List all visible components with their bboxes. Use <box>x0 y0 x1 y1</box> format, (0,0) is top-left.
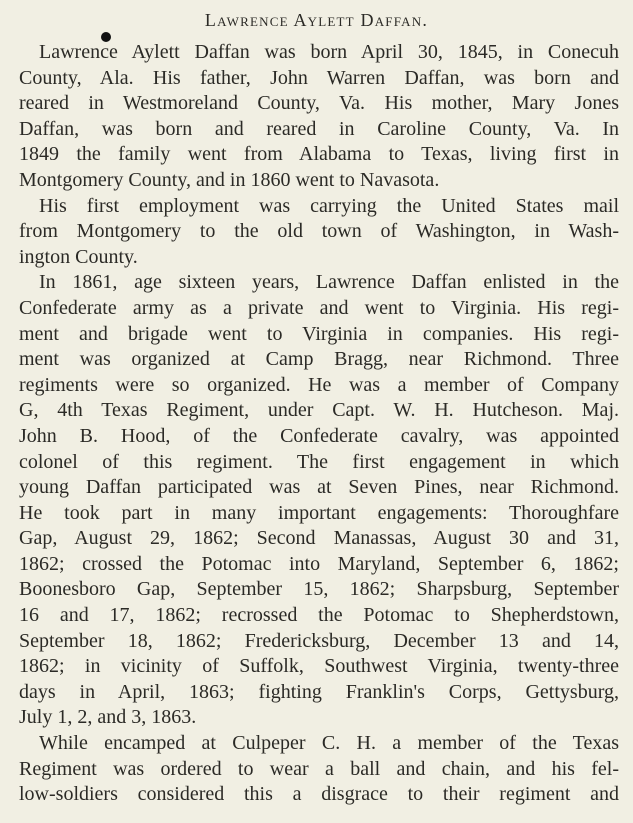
text-line: colonel of this regiment. The first engagement in which <box>19 450 619 473</box>
page-title: Lawrence Aylett Daffan. <box>204 10 429 30</box>
text-line: Montgomery County, and in 1860 went to Navasota. <box>19 168 440 191</box>
text-line: 1862; crossed the Potomac into Maryland, September 6, 1862; <box>19 552 619 575</box>
text-line: regiments were so organized. He was a member of Company <box>19 373 619 396</box>
text-line: ment and brigade went to Virginia in companies. His regi- <box>19 322 619 345</box>
text-line: 1862; in vicinity of Suffolk, Southwest Virginia, twenty-three <box>19 655 619 678</box>
text-line: ment was organized at Camp Bragg, near Richmond. Three <box>19 348 619 371</box>
text-line: In 1861, age sixteen years, Lawrence Daffan enlisted in the <box>39 271 619 294</box>
text-line: reared in Westmoreland County, Va. His mother, Mary Jones <box>19 92 619 115</box>
text-line: young Daffan participated was at Seven Pines, near Richmond. <box>19 476 619 499</box>
text-line: Confederate army as a private and went to Virginia. His regi- <box>19 296 619 319</box>
text-line: September 18, 1862; Fredericksburg, December 13 and 14, <box>19 629 619 652</box>
text-line: While encamped at Culpeper C. H. a member of the Texas <box>39 732 619 755</box>
text-line: County, Ala. His father, John Warren Daffan, was born and <box>19 66 619 89</box>
text-line: Gap, August 29, 1862; Second Manassas, August 30 and 31, <box>19 527 619 550</box>
body-text <box>19 40 619 808</box>
text-line: Lawrence Aylett Daffan was born April 30, 1845, in Conecuh <box>39 41 619 63</box>
text-line: Boonesboro Gap, September 15, 1862; Sharpsburg, September <box>19 578 619 601</box>
text-line: low-soldiers considered this a disgrace to their regiment and <box>19 783 619 806</box>
text-line: 1849 the family went from Alabama to Texas, living first in <box>19 143 619 166</box>
text-line: G, 4th Texas Regiment, under Capt. W. H. Hutcheson. Maj. <box>19 399 619 422</box>
text-line: July 1, 2, and 3, 1863. <box>19 706 197 729</box>
text-line: John B. Hood, of the Confederate cavalry, was appointed <box>19 424 619 447</box>
text-line: His first employment was carrying the United States mail <box>39 194 619 217</box>
text-line: days in April, 1863; fighting Franklin's Corps, Gettysburg, <box>19 680 619 703</box>
text-line: ington County. <box>19 245 138 268</box>
text-line: He took part in many important engagements: Thoroughfare <box>19 501 619 524</box>
text-line: 16 and 17, 1862; recrossed the Potomac to Shepherdstown, <box>19 604 619 627</box>
text-line: Daffan, was born and reared in Caroline County, Va. In <box>19 117 619 140</box>
text-line: Regiment was ordered to wear a ball and chain, and his fel- <box>19 757 619 780</box>
text-line: from Montgomery to the old town of Washington, in Wash- <box>19 220 619 243</box>
